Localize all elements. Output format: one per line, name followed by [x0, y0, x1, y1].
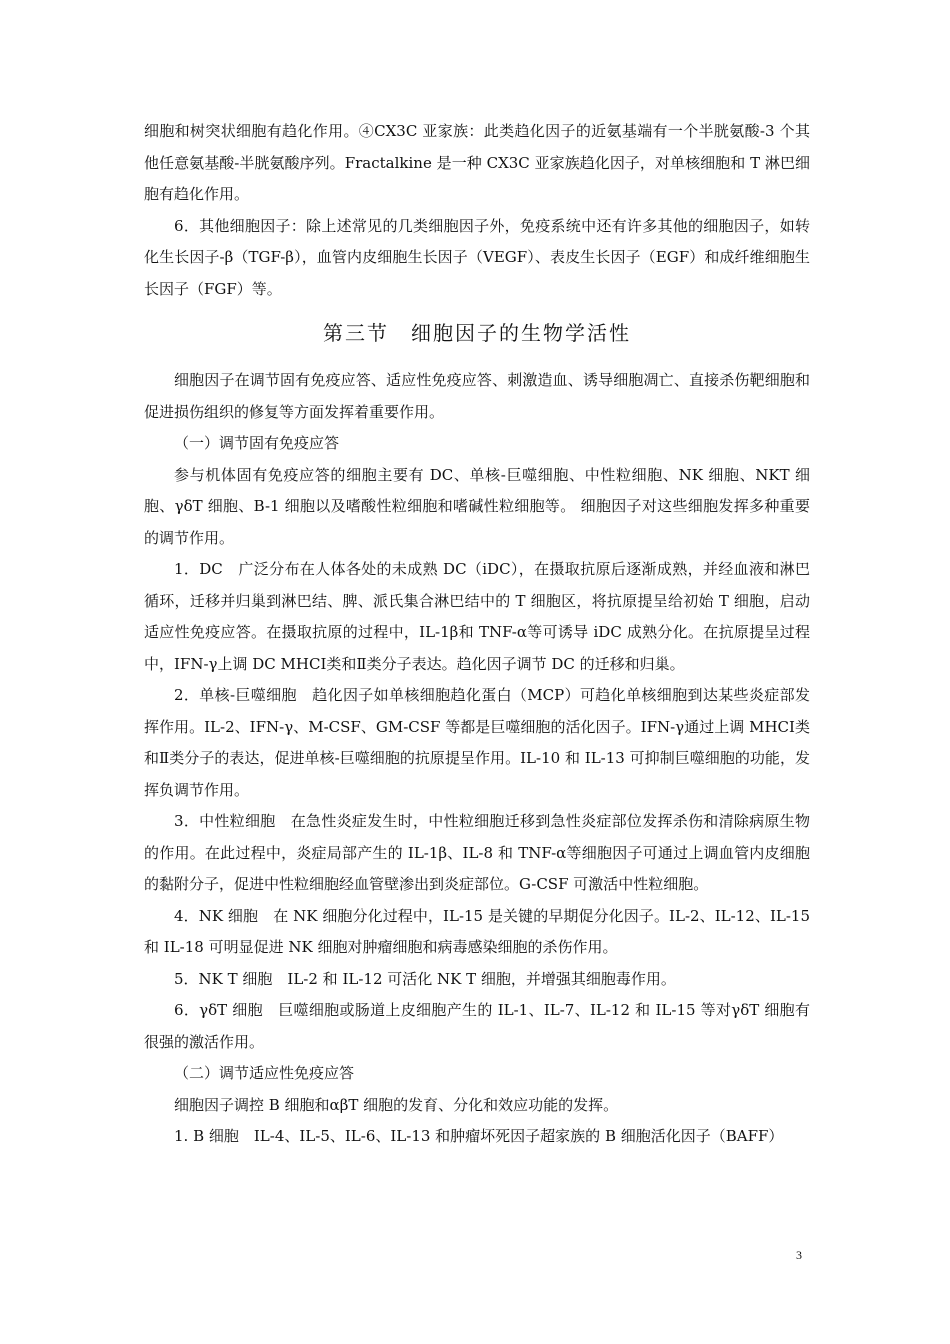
paragraph-neutrophil: 3．中性粒细胞 在急性炎症发生时，中性粒细胞迁移到急性炎症部位发挥杀伤和清除病原生物的作用。在此过程中，炎症局部产生的 IL-1β、IL-8 和 TNF-α等细胞因子可通过上调血管内皮细胞的黏附分子，促进中性粒细胞经血管壁渗出到炎症部位。G-CSF 可激活中性粒细胞。: [144, 812, 810, 893]
paragraph-nkt-cell: 5．NK T 细胞 IL-2 和 IL-12 可活化 NK T 细胞，并增强其细胞毒作用。: [174, 969, 676, 988]
paragraph-b-cell: 1. B 细胞 IL-4、IL-5、IL-6、IL-13 和肿瘤坏死因子超家族的 B 细胞活化因子（BAFF）: [174, 1127, 784, 1145]
paragraph-innate-cells: 参与机体固有免疫应答的细胞主要有 DC、单核-巨噬细胞、中性粒细胞、NK 细胞、NKT 细胞、γδT 细胞、B-1 细胞以及嗜酸性粒细胞和嗜碱性粒细胞等。 细胞因子对这些细胞发挥多种重要的调节作用。: [144, 465, 810, 547]
paragraph-dc: 1．DC 广泛分布在人体各处的未成熟 DC（iDC），在摄取抗原后逐渐成熟，并经血液和淋巴循环，迁移并归巢到淋巴结、脾、派氏集合淋巴结中的 T 细胞区，将抗原提呈给初始 T 细胞，启动适应性免疫应答。在摄取抗原的过程中，IL-1β和 TNF-α等可诱导 iDC 成熟分化。在抗原提呈过程中，IFN-γ上调 DC MHCⅠ类和Ⅱ类分子表达。趋化因子调节 DC 的迁移和归巢。: [144, 560, 810, 673]
subheading-adaptive-immunity: （二）调节适应性免疫应答: [174, 1064, 355, 1082]
paragraph-nk-cell: 4．NK 细胞 在 NK 细胞分化过程中，IL-15 是关键的早期促分化因子。IL-2、IL-12、IL-15 和 IL-18 可明显促进 NK 细胞对肿瘤细胞和病毒感染细胞的杀伤作用。: [144, 906, 810, 956]
subheading-innate-immunity: （一）调节固有免疫应答: [174, 434, 340, 452]
section-title: 第三节 细胞因子的生物学活性: [323, 321, 631, 345]
paragraph-macrophage: 2．单核-巨噬细胞 趋化因子如单核细胞趋化蛋白（MCP）可趋化单核细胞到达某些炎症部发挥作用。IL-2、IFN-γ、M-CSF、GM-CSF 等都是巨噬细胞的活化因子。IFN-γ通过上调 MHCⅠ类和Ⅱ类分子的表达，促进单核-巨噬细胞的抗原提呈作用。IL-10 和 IL-13 可抑制巨噬细胞的功能，发挥负调节作用。: [144, 686, 810, 799]
paragraph-adaptive-intro: 细胞因子调控 B 细胞和αβT 细胞的发育、分化和效应功能的发挥。: [174, 1095, 619, 1114]
paragraph-continued: 细胞和树突状细胞有趋化作用。④CX3C 亚家族：此类趋化因子的近氨基端有一个半胱氨酸-3 个其他任意氨基酸-半胱氨酸序列。Fractalkine 是一种 CX3C 亚家族趋化因子，对单核细胞和 T 淋巴细胞有趋化作用。: [144, 122, 810, 203]
paragraph-gdt-cell: 6．γδT 细胞 巨噬细胞或肠道上皮细胞产生的 IL-1、IL-7、IL-12 和 IL-15 等对γδT 细胞有很强的激活作用。: [144, 1001, 810, 1051]
page-number: 3: [796, 1248, 802, 1262]
paragraph-other-cytokines: 6．其他细胞因子：除上述常见的几类细胞因子外，免疫系统中还有许多其他的细胞因子，如转化生长因子-β（TGF-β），血管内皮细胞生长因子（VEGF）、表皮生长因子（EGF）和成纤维细胞生长因子（FGF）等。: [144, 216, 810, 298]
page-content: [144, 116, 810, 1153]
paragraph-intro: 细胞因子在调节固有免疫应答、适应性免疫应答、刺激造血、诱导细胞凋亡、直接杀伤靶细胞和促进损伤组织的修复等方面发挥着重要作用。: [144, 371, 810, 421]
